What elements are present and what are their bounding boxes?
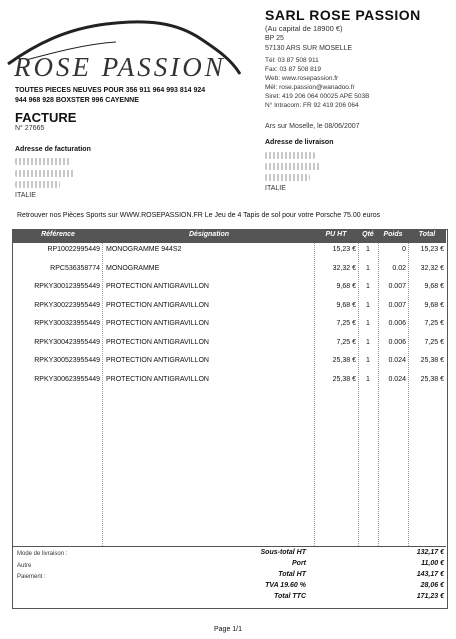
cell-weight: 0.007 bbox=[388, 283, 406, 290]
cell-total: 9,68 € bbox=[424, 283, 444, 290]
cell-reference: RPKY300623955449 bbox=[34, 375, 100, 383]
cell-weight: 0.006 bbox=[388, 338, 406, 346]
company-email: Mél: rose.passion@wanadoo.fr bbox=[265, 84, 355, 91]
invoice-title: FACTURE bbox=[15, 110, 77, 125]
col-header-total: Total bbox=[418, 231, 436, 238]
cell-designation: PROTECTION ANTIGRAVILLON bbox=[106, 338, 209, 346]
tagline-line: TOUTES PIECES NEUVES POUR 356 911 964 993 814 924 bbox=[15, 87, 206, 94]
cell-designation: PROTECTION ANTIGRAVILLON bbox=[106, 357, 209, 364]
col-header-weight: Poids bbox=[383, 231, 403, 238]
cell-total: 7,25 € bbox=[424, 338, 444, 346]
cell-total: 15,23 € bbox=[420, 246, 444, 253]
company-web: Web: www.rosepassion.fr bbox=[265, 75, 339, 82]
col-header-pu-ht: PU HT bbox=[325, 231, 347, 238]
shipping-heading: Adresse de livraison bbox=[265, 139, 334, 146]
cell-designation: MONOGRAMME bbox=[106, 264, 160, 272]
cell-pu-ht: 7,25 € bbox=[336, 338, 356, 346]
cell-pu-ht: 25,38 € bbox=[332, 357, 356, 364]
col-header-qty: Qté bbox=[362, 231, 374, 238]
cell-reference: RPKY300523955449 bbox=[34, 357, 100, 364]
cell-weight: 0.006 bbox=[388, 320, 406, 327]
invoice-number: N° 27665 bbox=[15, 125, 45, 132]
summary-label: Port bbox=[292, 560, 306, 567]
cell-qty: 1 bbox=[366, 264, 370, 272]
summary-value: 28,06 € bbox=[420, 582, 444, 589]
company-intracom: N° Intracom: FR 92 419 206 064 bbox=[265, 102, 359, 109]
cell-qty: 1 bbox=[366, 375, 370, 383]
redacted-billing-line bbox=[15, 181, 60, 188]
page-number: Page 1/1 bbox=[213, 626, 243, 633]
cell-designation: PROTECTION ANTIGRAVILLON bbox=[106, 283, 209, 290]
summary-separator bbox=[12, 546, 446, 547]
cell-qty: 1 bbox=[366, 357, 370, 364]
summary-value: 132,17 € bbox=[416, 549, 444, 556]
cell-reference: RPKY300323955449 bbox=[34, 320, 100, 327]
logo-text: ROSE PASSION bbox=[14, 52, 226, 82]
payment-label: Paiement : bbox=[17, 574, 46, 580]
cell-qty: 1 bbox=[366, 301, 370, 309]
billing-heading: Adresse de facturation bbox=[15, 146, 91, 153]
company-capital: (Au capital de 18900 €) bbox=[265, 24, 343, 33]
cell-pu-ht: 25,38 € bbox=[332, 375, 356, 383]
cell-reference: RPKY300223955449 bbox=[34, 301, 100, 309]
redacted-billing-line bbox=[15, 170, 75, 177]
summary-label: Total HT bbox=[278, 571, 306, 578]
cell-reference: RP10022995449 bbox=[47, 246, 100, 253]
company-bp: BP 25 bbox=[265, 35, 284, 42]
cell-reference: RPKY300423955449 bbox=[34, 338, 100, 346]
summary-value: 171,23 € bbox=[416, 593, 444, 600]
invoice-place-date: Ars sur Moselle, le 08/06/2007 bbox=[265, 123, 360, 130]
delivery-mode-label: Mode de livraison : bbox=[17, 551, 68, 557]
cell-weight: 0.02 bbox=[392, 264, 406, 272]
redacted-shipping-line bbox=[265, 152, 315, 159]
company-name: SARL ROSE PASSION bbox=[265, 7, 421, 23]
cell-total: 32,32 € bbox=[420, 264, 444, 272]
cell-qty: 1 bbox=[366, 338, 370, 346]
cell-designation: MONOGRAMME 944S2 bbox=[106, 246, 182, 253]
redacted-shipping-line bbox=[265, 163, 320, 170]
col-divider bbox=[102, 243, 103, 546]
cell-qty: 1 bbox=[366, 283, 370, 290]
company-city: 57130 ARS SUR MOSELLE bbox=[265, 45, 353, 52]
tagline-line: 944 968 928 BOXSTER 996 CAYENNE bbox=[15, 97, 139, 104]
cell-designation: PROTECTION ANTIGRAVILLON bbox=[106, 375, 209, 383]
cell-reference: RPKY300123955449 bbox=[34, 283, 100, 290]
summary-label: Total TTC bbox=[273, 593, 306, 600]
col-header-reference: Référence bbox=[41, 231, 75, 238]
redacted-billing-line bbox=[15, 158, 70, 165]
col-header-designation: Désignation bbox=[188, 231, 230, 238]
delivery-mode-value: Autre bbox=[17, 563, 32, 569]
tagline bbox=[15, 86, 245, 106]
cell-pu-ht: 15,23 € bbox=[332, 246, 356, 253]
cell-reference: RPC536358774 bbox=[50, 264, 100, 272]
cell-designation: PROTECTION ANTIGRAVILLON bbox=[106, 320, 209, 327]
summary-value: 11,00 € bbox=[421, 560, 444, 567]
cell-weight: 0.024 bbox=[388, 357, 406, 364]
cell-total: 25,38 € bbox=[420, 375, 444, 383]
shipping-country: ITALIE bbox=[265, 185, 286, 192]
cell-total: 7,25 € bbox=[424, 320, 444, 327]
billing-country: ITALIE bbox=[15, 192, 36, 199]
redacted-shipping-line bbox=[265, 174, 310, 181]
summary-label: Sous-total HT bbox=[260, 549, 306, 556]
cell-weight: 0.024 bbox=[388, 375, 406, 383]
promo-text: Retrouver nos Pièces Sports sur WWW.ROSEPASSION.FR Le Jeu de 4 Tapis de sol pour votre Porsche 75.00 euros bbox=[17, 212, 381, 219]
company-siret: Siret: 419 206 064 00025 APE 503B bbox=[265, 93, 370, 100]
cell-total: 25,38 € bbox=[420, 357, 444, 364]
cell-qty: 1 bbox=[366, 246, 370, 253]
cell-total: 9,68 € bbox=[424, 301, 444, 309]
company-fax: Fax: 03 87 508 819 bbox=[265, 66, 322, 73]
company-tel: Tél: 03 87 508 911 bbox=[265, 57, 319, 64]
cell-weight: 0 bbox=[402, 246, 406, 253]
cell-qty: 1 bbox=[366, 320, 370, 327]
cell-designation: PROTECTION ANTIGRAVILLON bbox=[106, 301, 209, 309]
cell-weight: 0.007 bbox=[388, 301, 406, 309]
cell-pu-ht: 32,32 € bbox=[332, 264, 356, 272]
cell-pu-ht: 9,68 € bbox=[336, 283, 356, 290]
summary-label: TVA 19.60 % bbox=[265, 582, 306, 589]
cell-pu-ht: 7,25 € bbox=[336, 320, 356, 327]
cell-pu-ht: 9,68 € bbox=[336, 301, 356, 309]
summary-value: 143,17 € bbox=[416, 571, 444, 578]
